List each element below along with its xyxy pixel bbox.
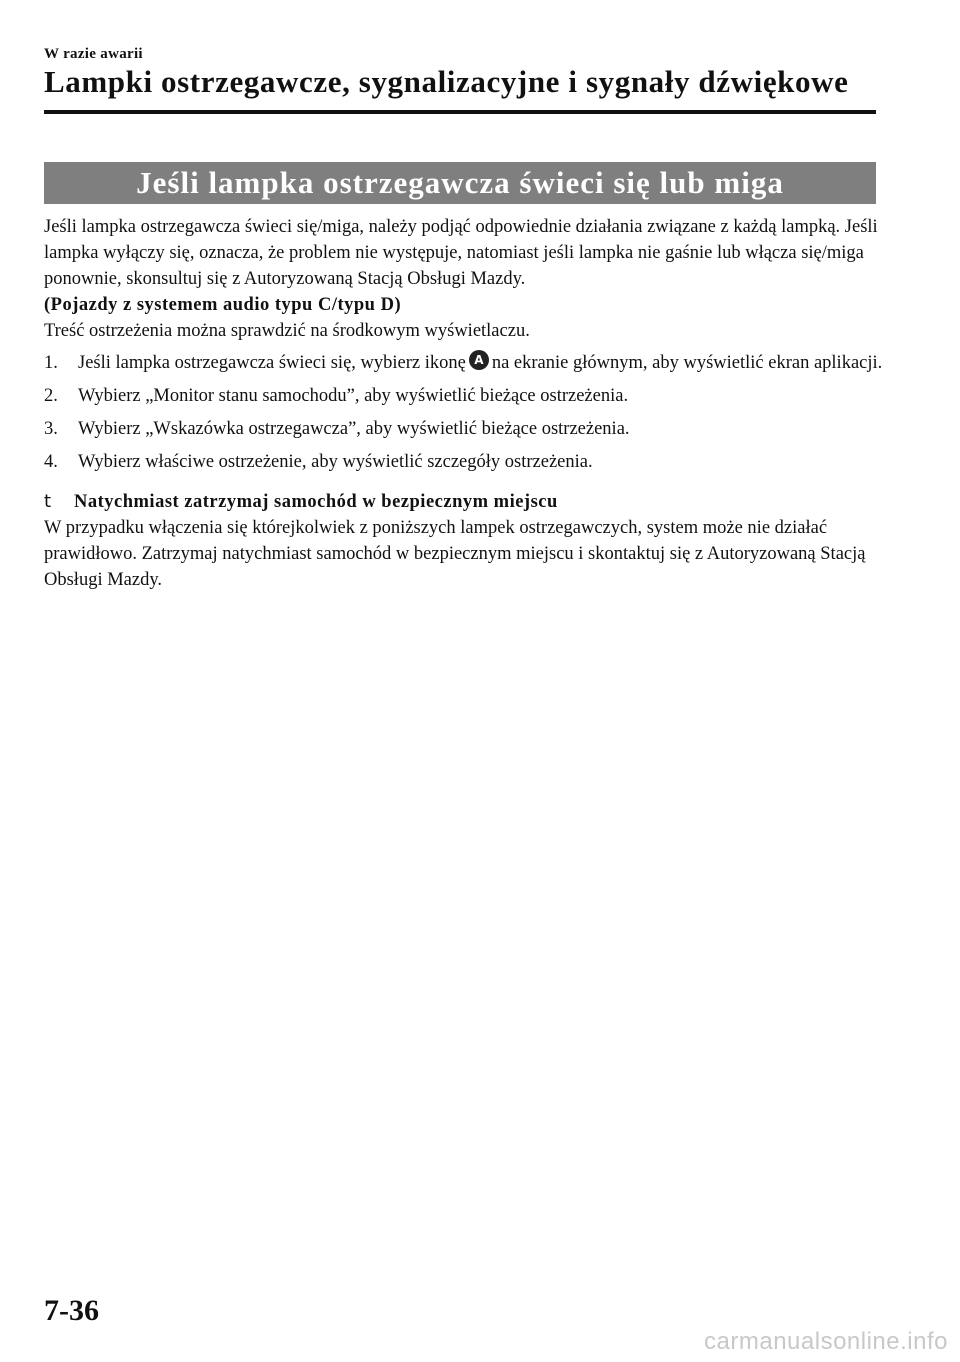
step-text: Wybierz „Wskazówka ostrzegawcza”, aby wyświetlić bieżące ostrzeżenia. (78, 419, 630, 439)
page-number: 7-36 (44, 1294, 99, 1327)
step-number: 2. (44, 386, 58, 406)
section-title: Lampki ostrzegawcze, sygnalizacyjne i sygnały dźwiękowe (44, 64, 849, 99)
step-item (44, 416, 884, 442)
vehicle-note: (Pojazdy z systemem audio typu C/typu D) (44, 295, 402, 315)
step-item (44, 383, 884, 409)
step-number: 1. (44, 353, 58, 373)
topic-banner: Jeśli lampka ostrzegawcza świeci się lub miga (44, 162, 876, 204)
step-number: 4. (44, 452, 58, 472)
intro-paragraph: Jeśli lampka ostrzegawcza świeci się/miga, należy podjąć odpowiednie działania związane z każdą lampką. Jeśli lampka wyłączy się, oznacza, że problem nie występuje, natomiast jeśli lampka nie gaśnie lub włącza się/miga ponownie, skonsultuj się z Autoryzowaną Stacją Obsługi Mazdy. (44, 217, 878, 289)
step-item (44, 350, 884, 376)
steps-list (44, 350, 884, 475)
step-item (44, 449, 884, 475)
chapter-label: W razie awarii (44, 46, 143, 62)
check-display-line: Treść ostrzeżenia można sprawdzić na środkowym wyświetlaczu. (44, 321, 530, 341)
subsection-marker: t (44, 491, 52, 512)
step-text: Jeśli lampka ostrzegawcza świeci się, wybierz ikonę (78, 353, 466, 373)
step-text: na ekranie głównym, aby wyświetlić ekran aplikacji. (491, 353, 883, 373)
subsection-title: Natychmiast zatrzymaj samochód w bezpiecznym miejscu (74, 492, 558, 512)
step-text: Wybierz właściwe ostrzeżenie, aby wyświetlić szczegóły ostrzeżenia. (78, 452, 593, 472)
content-body (44, 214, 884, 593)
subsection-heading (44, 489, 884, 515)
applications-icon: A (469, 350, 489, 370)
header-rule (44, 110, 876, 114)
step-number: 3. (44, 419, 58, 439)
subsection-paragraph: W przypadku włączenia się którejkolwiek z poniższych lampek ostrzegawczych, system może nie działać prawidłowo. Zatrzymaj natychmiast samochód w bezpiecznym miejscu i skontaktuj się z Autoryzowaną Stacją Obsługi Mazdy. (44, 518, 866, 590)
step-text: Wybierz „Monitor stanu samochodu”, aby wyświetlić bieżące ostrzeżenia. (78, 386, 629, 406)
watermark: carmanualsonline.info (704, 1328, 948, 1355)
